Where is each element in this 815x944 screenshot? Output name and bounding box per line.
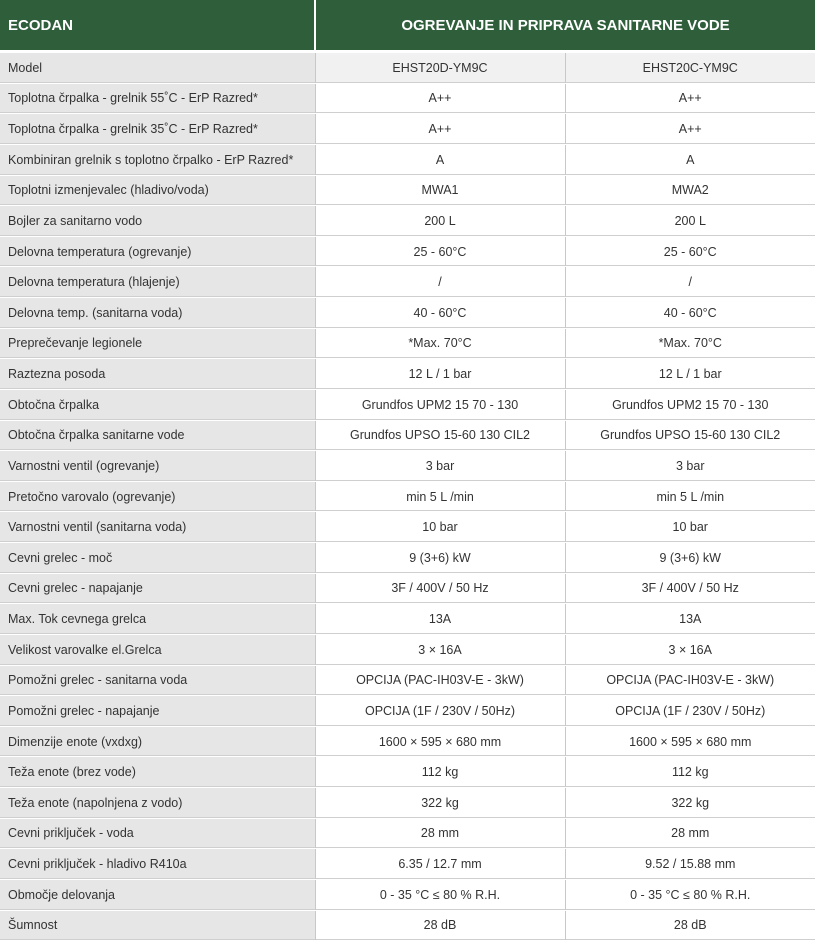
table-row (0, 175, 815, 206)
value-cell-a: 10 bar (315, 512, 565, 543)
value-cell-b: 1600 × 595 × 680 mm (565, 726, 815, 757)
value-cell-a: 28 mm (315, 818, 565, 849)
value-cell-b: 0 - 35 °C ≤ 80 % R.H. (565, 879, 815, 910)
value-cell-a: 12 L / 1 bar (315, 359, 565, 390)
value-cell-a: 40 - 60°C (315, 298, 565, 329)
value-cell-b: *Max. 70°C (565, 328, 815, 359)
value-cell-b: 40 - 60°C (565, 298, 815, 329)
value-cell-b: 10 bar (565, 512, 815, 543)
value-cell-a: 1600 × 595 × 680 mm (315, 726, 565, 757)
value-cell-a: Grundfos UPSO 15-60 130 CIL2 (315, 420, 565, 451)
row-label: Delovna temperatura (hlajenje) (0, 267, 315, 298)
value-cell-b: 200 L (565, 206, 815, 237)
value-cell-b: 322 kg (565, 788, 815, 819)
table-row (0, 83, 815, 114)
row-label: Varnostni ventil (sanitarna voda) (0, 512, 315, 543)
row-label: Obtočna črpalka (0, 389, 315, 420)
value-cell-a: 3 × 16A (315, 634, 565, 665)
table-row (0, 696, 815, 727)
row-label: Velikost varovalke el.Grelca (0, 634, 315, 665)
spec-table-body (0, 52, 815, 941)
value-cell-a: *Max. 70°C (315, 328, 565, 359)
table-row (0, 328, 815, 359)
table-row (0, 788, 815, 819)
value-cell-b: A++ (565, 83, 815, 114)
table-row (0, 267, 815, 298)
table-row (0, 543, 815, 574)
table-row (0, 604, 815, 635)
row-label: Cevni grelec - napajanje (0, 573, 315, 604)
value-cell-b: 112 kg (565, 757, 815, 788)
value-cell-a: 112 kg (315, 757, 565, 788)
value-cell-b: 3 × 16A (565, 634, 815, 665)
value-cell-a: 3 bar (315, 451, 565, 482)
value-cell-a: OPCIJA (PAC-IH03V-E - 3kW) (315, 665, 565, 696)
value-cell-b: 9.52 / 15.88 mm (565, 849, 815, 880)
row-label: Model (0, 52, 315, 84)
row-label: Delovna temperatura (ogrevanje) (0, 236, 315, 267)
value-cell-a: 200 L (315, 206, 565, 237)
row-label: Toplotna črpalka - grelnik 55˚C - ErP Razred* (0, 83, 315, 114)
value-cell-a: A++ (315, 114, 565, 145)
table-row (0, 298, 815, 329)
table-row (0, 512, 815, 543)
row-label: Teža enote (brez vode) (0, 757, 315, 788)
header-section-title: OGREVANJE IN PRIPRAVA SANITARNE VODE (315, 0, 815, 52)
value-cell-b: OPCIJA (PAC-IH03V-E - 3kW) (565, 665, 815, 696)
row-label: Območje delovanja (0, 879, 315, 910)
value-cell-b: 12 L / 1 bar (565, 359, 815, 390)
value-cell-b: EHST20C-YM9C (565, 52, 815, 84)
row-label: Max. Tok cevnega grelca (0, 604, 315, 635)
row-label: Cevni priključek - hladivo R410a (0, 849, 315, 880)
value-cell-a: MWA1 (315, 175, 565, 206)
row-label: Raztezna posoda (0, 359, 315, 390)
row-label: Teža enote (napolnjena z vodo) (0, 788, 315, 819)
table-row (0, 665, 815, 696)
table-row (0, 52, 815, 84)
table-row (0, 757, 815, 788)
value-cell-b: 9 (3+6) kW (565, 543, 815, 574)
value-cell-a: min 5 L /min (315, 481, 565, 512)
row-label: Preprečevanje legionele (0, 328, 315, 359)
table-row (0, 389, 815, 420)
row-label: Kombiniran grelnik s toplotno črpalko - ErP Razred* (0, 144, 315, 175)
value-cell-b: MWA2 (565, 175, 815, 206)
header-row (0, 0, 815, 52)
value-cell-a: / (315, 267, 565, 298)
table-row (0, 910, 815, 941)
value-cell-a: EHST20D-YM9C (315, 52, 565, 84)
value-cell-b: 25 - 60°C (565, 236, 815, 267)
value-cell-a: A++ (315, 83, 565, 114)
row-label: Cevni priključek - voda (0, 818, 315, 849)
table-row (0, 359, 815, 390)
table-row (0, 236, 815, 267)
value-cell-b: A++ (565, 114, 815, 145)
table-row (0, 481, 815, 512)
table-row (0, 634, 815, 665)
row-label: Pretočno varovalo (ogrevanje) (0, 481, 315, 512)
value-cell-a: 13A (315, 604, 565, 635)
row-label: Obtočna črpalka sanitarne vode (0, 420, 315, 451)
value-cell-a: Grundfos UPM2 15 70 - 130 (315, 389, 565, 420)
value-cell-a: A (315, 144, 565, 175)
table-row (0, 206, 815, 237)
row-label: Šumnost (0, 910, 315, 941)
table-row (0, 726, 815, 757)
row-label: Pomožni grelec - sanitarna voda (0, 665, 315, 696)
value-cell-a: 3F / 400V / 50 Hz (315, 573, 565, 604)
value-cell-a: 25 - 60°C (315, 236, 565, 267)
row-label: Cevni grelec - moč (0, 543, 315, 574)
value-cell-b: min 5 L /min (565, 481, 815, 512)
row-label: Bojler za sanitarno vodo (0, 206, 315, 237)
row-label: Varnostni ventil (ogrevanje) (0, 451, 315, 482)
row-label: Dimenzije enote (vxdxg) (0, 726, 315, 757)
value-cell-b: A (565, 144, 815, 175)
value-cell-a: 28 dB (315, 910, 565, 941)
value-cell-b: 13A (565, 604, 815, 635)
value-cell-a: 6.35 / 12.7 mm (315, 849, 565, 880)
header-brand: ECODAN (0, 0, 315, 52)
value-cell-b: 3 bar (565, 451, 815, 482)
table-row (0, 849, 815, 880)
value-cell-a: 0 - 35 °C ≤ 80 % R.H. (315, 879, 565, 910)
table-row (0, 451, 815, 482)
table-row (0, 114, 815, 145)
row-label: Delovna temp. (sanitarna voda) (0, 298, 315, 329)
table-row (0, 573, 815, 604)
table-row (0, 420, 815, 451)
table-row (0, 818, 815, 849)
row-label: Pomožni grelec - napajanje (0, 696, 315, 727)
value-cell-a: 9 (3+6) kW (315, 543, 565, 574)
value-cell-b: Grundfos UPSO 15-60 130 CIL2 (565, 420, 815, 451)
row-label: Toplotna črpalka - grelnik 35˚C - ErP Razred* (0, 114, 315, 145)
value-cell-b: 28 mm (565, 818, 815, 849)
value-cell-b: OPCIJA (1F / 230V / 50Hz) (565, 696, 815, 727)
value-cell-b: 28 dB (565, 910, 815, 941)
value-cell-a: OPCIJA (1F / 230V / 50Hz) (315, 696, 565, 727)
table-row (0, 144, 815, 175)
table-row (0, 879, 815, 910)
value-cell-b: Grundfos UPM2 15 70 - 130 (565, 389, 815, 420)
value-cell-b: 3F / 400V / 50 Hz (565, 573, 815, 604)
value-cell-a: 322 kg (315, 788, 565, 819)
value-cell-b: / (565, 267, 815, 298)
row-label: Toplotni izmenjevalec (hladivo/voda) (0, 175, 315, 206)
